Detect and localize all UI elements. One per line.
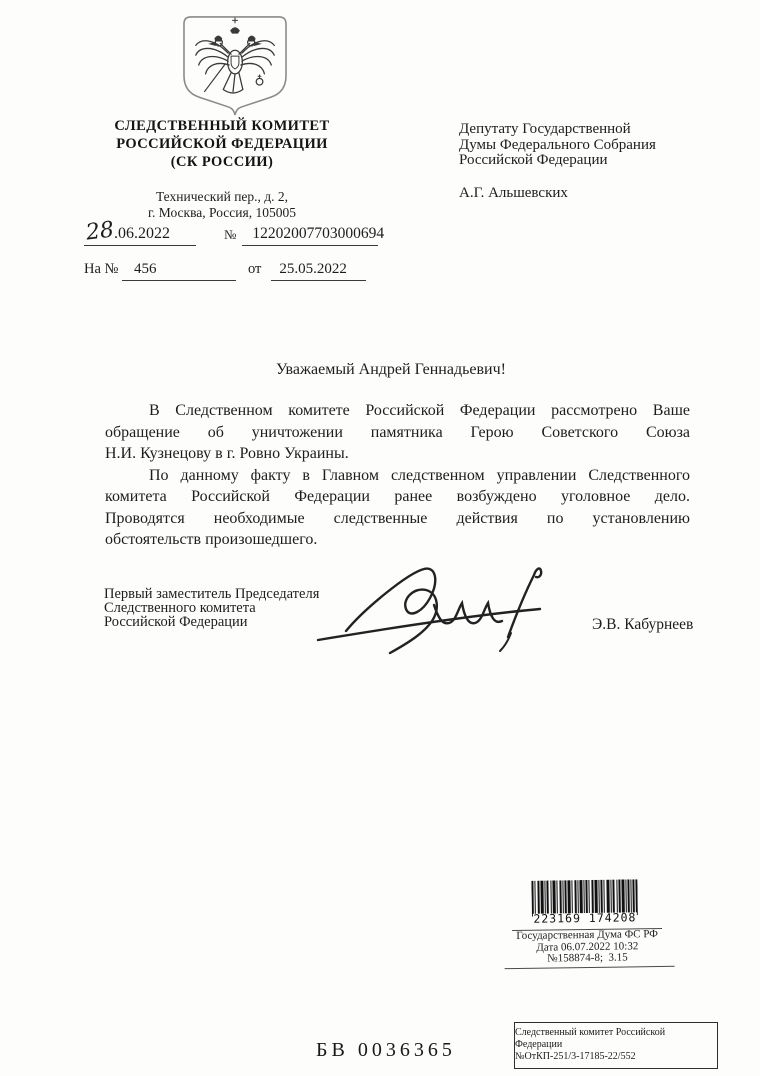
stamp-rule-bottom — [505, 965, 675, 968]
incoming-reference-row — [84, 261, 366, 281]
na-no-label: На № — [84, 261, 119, 277]
barcode-icon — [531, 879, 637, 926]
coat-of-arms-icon — [176, 13, 294, 117]
salutation: Уважаемый Андрей Геннадьевич! — [276, 361, 506, 378]
org-name — [62, 117, 382, 171]
paragraph-1: В Следственном комитете Российской Федерации рассмотрено Ваше обращение об уничтожении памятника Герою Советского Союза Н.И. Кузнецову в г. Ровно Украины. — [105, 402, 690, 462]
blank-serial-number: БВ 0036365 — [316, 1039, 456, 1061]
signer-name: Э.В. Кабурнеев — [592, 616, 694, 633]
org-address-line2: г. Москва, Россия, 105005 — [148, 205, 296, 220]
duma-registration-stamp — [511, 879, 662, 969]
body-text — [105, 400, 690, 551]
signature-icon — [312, 543, 552, 658]
org-address — [62, 189, 382, 221]
org-address-line1: Технический пер., д. 2, — [155, 189, 289, 204]
signer-title: Первый заместитель Председателя Следственного комитета Российской Федерации — [104, 586, 320, 630]
addressee-title: Депутату Государственной Думы Федерального Собрания Российской Федерации — [459, 121, 656, 168]
date-rest: .06.2022 — [114, 225, 170, 242]
outgoing-date-field — [84, 217, 196, 246]
incoming-number-field: 456 — [122, 261, 236, 281]
org-name-line3: (СК РОССИИ) — [170, 154, 274, 170]
duma-date-line: Дата 06.07.2022 10:32 — [536, 939, 639, 954]
number-sign: № — [224, 227, 237, 242]
incoming-date-field: 25.05.2022 — [271, 261, 366, 281]
outgoing-number-field: 12202007703000694 — [242, 225, 378, 246]
addressee-block — [459, 122, 739, 201]
org-name-line1: СЛЕДСТВЕННЫЙ КОМИТЕТ — [114, 118, 330, 134]
barcode-digits: 223169 174208 — [533, 910, 637, 926]
org-name-line2: РОССИЙСКОЙ ФЕДЕРАЦИИ — [116, 136, 328, 152]
duma-number-line: №158874-8; 3.15 — [547, 951, 628, 965]
duma-org-line: Государственная Дума ФС РФ — [516, 928, 659, 942]
ot-label: от — [248, 261, 262, 277]
handwritten-day: 28 — [84, 217, 116, 246]
outgoing-reference-row — [84, 217, 385, 246]
paragraph-2: По данному факту в Главном следственном управлении Следственного комитета Российской Федерации ранее возбуждено уголовное дело. Проводятся необходимые следственные действия по установлению обстоятельств произошедшего. — [105, 466, 690, 548]
addressee-name: А.Г. Альшевских — [459, 184, 568, 201]
sk-registration-stamp: Следственный комитет Российской Федерации №ОтКП-251/3-17185-22/552 — [514, 1022, 718, 1069]
